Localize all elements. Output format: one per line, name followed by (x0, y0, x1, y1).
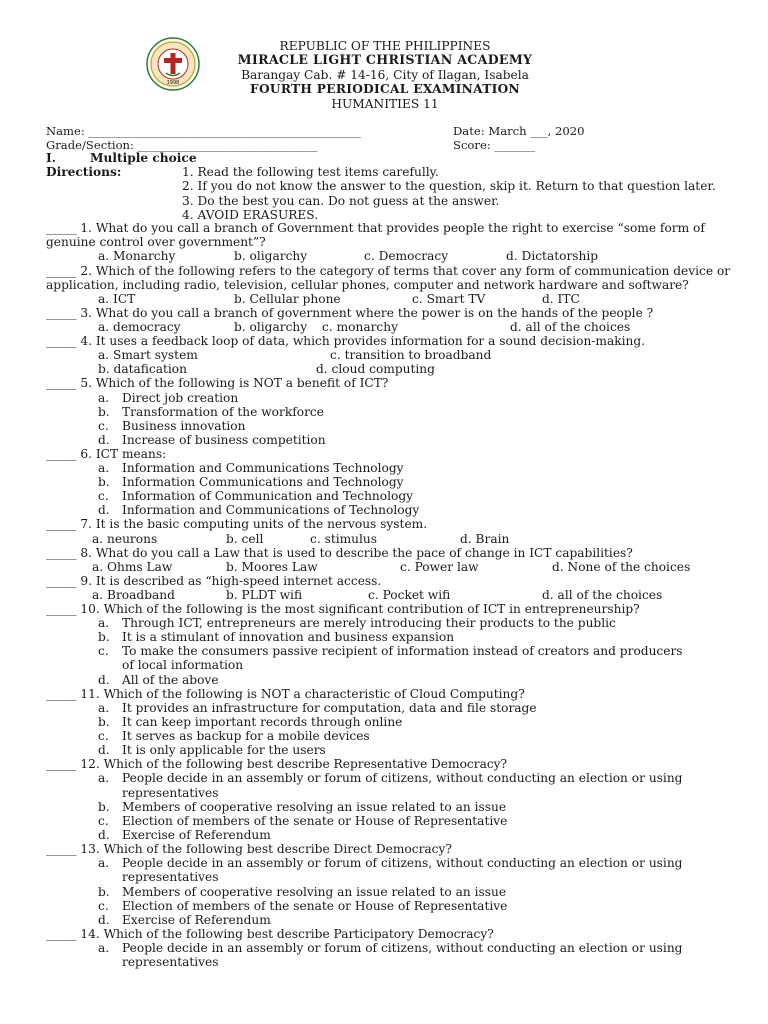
option-a[interactable]: a. It provides an infrastructure for computation, data and file storage (98, 700, 537, 715)
option-a[interactable]: a. People decide in an assembly or forum of citizens, without conducting an election or using representatives (98, 856, 683, 885)
option-b[interactable]: b. It is a stimulant of innovation and business expansion (98, 630, 455, 645)
school-name: MIRACLE LIGHT CHRISTIAN ACADEMY (237, 52, 533, 68)
question-3: _____ 3. What do you call a branch of government where the power is on the hands of the people ? (46, 306, 654, 320)
question-5-options (46, 391, 746, 447)
country-line: REPUBLIC OF THE PHILIPPINES (279, 39, 491, 53)
option-b[interactable]: b. Members of cooperative resolving an issue related to an issue (98, 799, 507, 814)
question-8-options (46, 560, 746, 574)
question-12-options (46, 771, 746, 842)
option-b[interactable]: b. It can keep important records through online (98, 714, 403, 729)
question-11-options (46, 701, 746, 757)
question-4-options-row2 (46, 362, 746, 376)
question-9-options (46, 588, 746, 602)
option-c[interactable]: c. Power law (400, 559, 479, 574)
section-title: Multiple choice (90, 151, 197, 165)
option-d[interactable]: d. All of the above (98, 672, 219, 687)
option-c[interactable]: c. Business innovation (98, 418, 246, 433)
school-seal-icon (146, 37, 200, 91)
option-a[interactable]: a. People decide in an assembly or forum of citizens, without conducting an election or using representatives (98, 771, 683, 800)
option-d[interactable]: d. None of the choices (552, 559, 691, 574)
option-d[interactable]: d. ITC (542, 291, 580, 306)
directions-label: Directions: (46, 165, 122, 179)
grade-section-field[interactable]: Grade/Section: _______________________________ (46, 137, 318, 152)
directions (46, 165, 746, 222)
option-c[interactable]: c. Election of members of the senate or House of Representative (98, 898, 508, 913)
option-b[interactable]: b. oligarchy (234, 320, 308, 335)
question-2: _____ 2. Which of the following refers to the category of terms that cover any form of communication device or application, including radio, television, cellular phones, computer and network hardware and software? (46, 263, 731, 292)
name-field[interactable]: Name: _______________________________________________ (46, 124, 361, 138)
score-field[interactable]: Score: _______ (453, 137, 535, 152)
question-13: _____ 13. Which of the following best describe Direct Democracy? (46, 842, 452, 856)
section-number: I. (46, 151, 56, 165)
option-c[interactable]: c. Smart TV (412, 291, 486, 306)
option-a[interactable]: a. Information and Communications Technology (98, 461, 404, 476)
question-7-options (46, 532, 746, 546)
option-a[interactable]: a. ICT (98, 291, 136, 306)
option-d[interactable]: d. all of the choices (542, 587, 663, 602)
direction-item: 3. Do the best you can. Do not guess at the answer. (182, 193, 500, 208)
question-4-options-row1 (46, 348, 746, 362)
question-9: _____ 9. It is described as “high-speed internet access. (46, 573, 382, 588)
option-a[interactable]: a. democracy (98, 320, 181, 335)
section-heading (46, 151, 736, 165)
option-d[interactable]: d. Dictatorship (506, 249, 599, 264)
option-d[interactable]: d. all of the choices (510, 320, 631, 335)
school-address: Barangay Cab. # 14-16, City of Ilagan, Isabela (241, 67, 529, 82)
option-b[interactable]: b. oligarchy (234, 249, 308, 264)
question-1: _____ 1. What do you call a branch of Government that provides people the right to exercise “some form of genuine control over government”? (46, 221, 705, 250)
subject-title: HUMANITIES 11 (331, 96, 439, 111)
option-d[interactable]: d. Information and Communications of Technology (98, 503, 420, 518)
question-11: _____ 11. Which of the following is NOT a characteristic of Cloud Computing? (46, 686, 525, 701)
option-b[interactable]: b. Information Communications and Technology (98, 475, 404, 490)
option-a[interactable]: a. Through ICT, entrepreneurs are merely introducing their products to the public (98, 616, 616, 631)
question-8: _____ 8. What do you call a Law that is used to describe the pace of change in ICT capabilities? (46, 545, 633, 560)
question-2-options (46, 292, 746, 306)
question-7: _____ 7. It is the basic computing units of the nervous system. (46, 517, 428, 532)
option-c[interactable]: c. Election of members of the senate or House of Representative (98, 813, 508, 828)
question-13-options (46, 856, 746, 927)
question-1-options (46, 249, 746, 263)
option-d[interactable]: d. Exercise of Referendum (98, 912, 271, 927)
question-6: _____ 6. ICT means: (46, 446, 167, 461)
option-c[interactable]: c. stimulus (310, 531, 378, 546)
question-4: _____ 4. It uses a feedback loop of data, which provides information for a sound decision-making. (46, 334, 646, 349)
exam-title: FOURTH PERIODICAL EXAMINATION (250, 82, 520, 97)
question-10-options (46, 616, 746, 687)
option-a[interactable]: a. Monarchy (98, 249, 176, 264)
option-d[interactable]: d. cloud computing (316, 362, 435, 377)
option-a[interactable]: a. Smart system (98, 348, 198, 363)
exam-header (200, 39, 570, 111)
option-d[interactable]: d. Brain (460, 531, 510, 546)
option-c[interactable]: c. Pocket wifi (368, 587, 451, 602)
option-b[interactable]: b. Transformation of the workforce (98, 404, 324, 419)
option-d[interactable]: d. It is only applicable for the users (98, 743, 326, 758)
option-c[interactable]: c. transition to broadband (330, 348, 492, 363)
option-a[interactable]: a. Broadband (92, 587, 175, 602)
option-a[interactable]: a. People decide in an assembly or forum of citizens, without conducting an election or using representatives (98, 940, 683, 970)
option-c[interactable]: c. Information of Communication and Technology (98, 489, 414, 504)
option-a[interactable]: a. Direct job creation (98, 390, 239, 405)
option-b[interactable]: b. PLDT wifi (226, 587, 303, 602)
option-b[interactable]: b. cell (226, 531, 264, 546)
seal-year: 1998 (166, 80, 180, 86)
question-10: _____ 10. Which of the following is the most significant contribution of ICT in entrepreneurship? (46, 601, 640, 616)
question-5: _____ 5. Which of the following is NOT a benefit of ICT? (46, 376, 389, 391)
question-12: _____ 12. Which of the following best describe Representative Democracy? (46, 757, 508, 772)
question-3-options (46, 320, 746, 334)
option-a[interactable]: a. neurons (92, 531, 158, 546)
question-6-options (46, 461, 746, 517)
option-c[interactable]: c. To make the consumers passive recipient of information instead of creators and producers of local information (98, 644, 683, 673)
option-b[interactable]: b. datafication (98, 362, 187, 377)
direction-item: 2. If you do not know the answer to the question, skip it. Return to that question later. (182, 179, 716, 194)
option-c[interactable]: c. Democracy (364, 249, 449, 264)
option-b[interactable]: b. Moores Law (226, 559, 318, 574)
date-field[interactable]: Date: March ___, 2020 (453, 124, 585, 138)
option-d[interactable]: d. Increase of business competition (98, 432, 326, 447)
option-d[interactable]: d. Exercise of Referendum (98, 827, 271, 842)
direction-item: 4. AVOID ERASURES. (182, 207, 319, 222)
option-c[interactable]: c. monarchy (322, 320, 398, 335)
option-b[interactable]: b. Members of cooperative resolving an issue related to an issue (98, 884, 507, 899)
student-info (46, 125, 736, 152)
question-14-options (46, 941, 746, 969)
question-list (46, 221, 746, 969)
option-c[interactable]: c. It serves as backup for a mobile devices (98, 729, 370, 744)
option-b[interactable]: b. Cellular phone (234, 291, 341, 306)
direction-item: 1. Read the following test items carefully. (182, 165, 439, 179)
option-a[interactable]: a. Ohms Law (92, 559, 173, 574)
question-14: _____ 14. Which of the following best describe Participatory Democracy? (46, 926, 494, 941)
